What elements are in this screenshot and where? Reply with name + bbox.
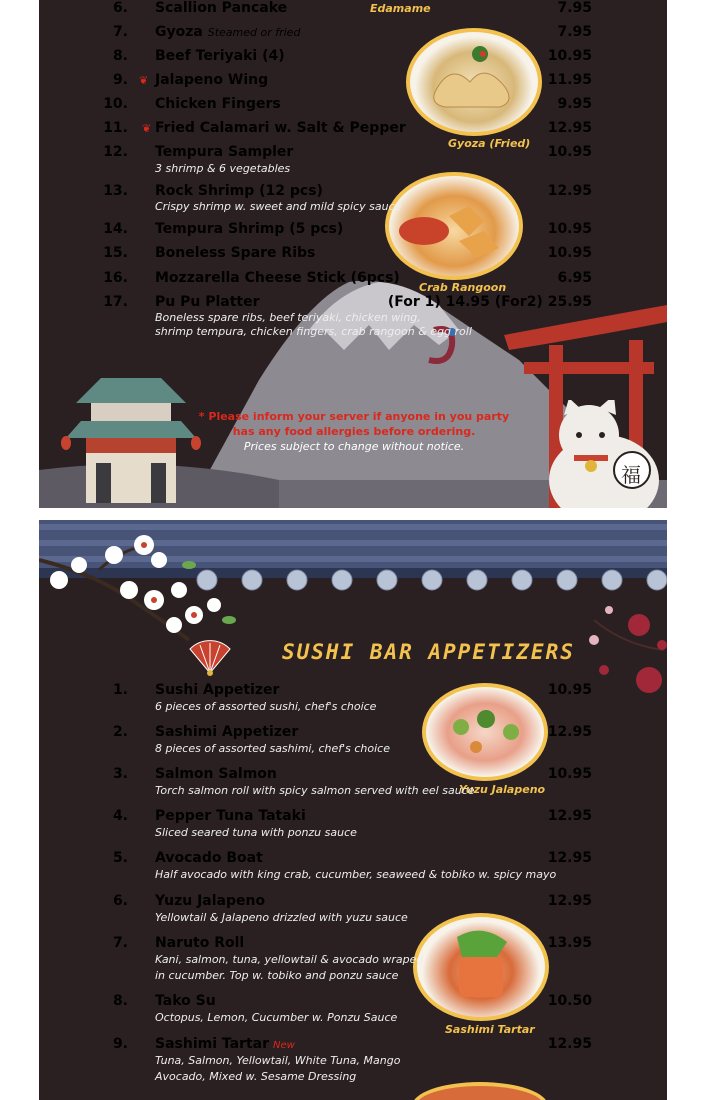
item-description: Crispy shrimp w. sweet and mild spicy sauce [155,200,402,213]
item-price: 9.95 [557,96,592,112]
item-number: 14. [103,221,128,237]
item-number: 7. [112,24,128,40]
item-name: Yuzu Jalapeno [155,893,266,909]
lucky-cat-icon [544,400,664,508]
item-name: Mozzarella Cheese Stick (6pcs) [155,270,400,286]
item-description: Sliced seared tuna with ponzu sauce [155,826,357,839]
item-price: 12.95 [547,808,592,824]
item-description: Half avocado with king crab, cucumber, seaweed & tobiko w. spicy mayo [155,868,557,881]
item-price: 6.95 [557,270,592,286]
allergy-line-1: * Please inform your server if anyone in you party [198,410,510,423]
item-name: Tempura Shrimp (5 pcs) [155,221,344,237]
item-description: Octopus, Lemon, Cucumber w. Ponzu Sauce [155,1011,398,1024]
item-description: shrimp tempura, chicken fingers, crab rangoon & egg roll [155,325,472,338]
item-number: 9. [112,72,128,88]
price-change-notice: Prices subject to change without notice. [243,440,465,453]
item-description: Boneless spare ribs, beef teriyaki, chicken wing, [155,311,421,324]
item-name: Sashimi Tartar New [155,1036,295,1052]
item-description: 6 pieces of assorted sushi, chef's choice [155,700,377,713]
item-number: 4. [112,808,128,824]
item-price: 10.95 [547,245,592,261]
item-description: Torch salmon roll with spicy salmon served with eel sauce [155,784,475,797]
item-name: Naruto Roll [155,935,245,951]
item-price: 10.95 [547,144,592,160]
item-name: Jalapeno Wing [155,72,269,88]
next-item-photo [412,1082,548,1100]
item-description: in cucumber. Top w. tobiko and ponzu sauce [155,969,399,982]
allergy-line-2: has any food allergies before ordering. [232,425,476,438]
item-number: 1. [112,682,128,698]
item-price: 11.95 [547,72,592,88]
item-description: Kani, salmon, tuna, yellowtail & avocado wraped [155,953,424,966]
item-price: 7.95 [557,0,592,16]
item-name: Pu Pu Platter [155,294,260,310]
item-name: Salmon Salmon [155,766,277,782]
item-number: 6. [112,0,128,16]
item-description: 8 pieces of assorted sashimi, chef's choice [155,742,390,755]
item-price: 12.95 [547,893,592,909]
lucky-cat-sign: 福 [621,463,641,487]
item-price: 13.95 [547,935,592,951]
item-price: 10.50 [547,993,592,1009]
item-number: 8. [112,48,128,64]
sushi-bar-appetizers-panel [39,520,667,1100]
item-number: 7. [112,935,128,951]
item-description: Avocado, Mixed w. Sesame Dressing [155,1070,357,1083]
item-price: 10.95 [547,766,592,782]
item-number: 11. [103,120,128,136]
item-price: 10.95 [547,221,592,237]
item-name: Sushi Appetizer [155,682,280,698]
item-name: Tempura Sampler [155,144,294,160]
allergy-notice [189,409,519,454]
item-price: 12.95 [547,850,592,866]
pagoda-icon [61,368,201,508]
item-number: 9. [112,1036,128,1052]
item-name: Rock Shrimp (12 pcs) [155,183,323,199]
item-name: Sashimi Appetizer [155,724,299,740]
item-name: Fried Calamari w. Salt & Pepper [155,120,406,136]
item-price: 12.95 [547,724,592,740]
item-name: Gyoza Steamed or fried [155,24,301,40]
item-number: 13. [103,183,128,199]
item-description: Tuna, Salmon, Yellowtail, White Tuna, Mango [155,1054,401,1067]
chili-pepper-icon: ❦ [139,74,149,87]
item-name: Pepper Tuna Tataki [155,808,306,824]
item-number: 2. [112,724,128,740]
item-number: 3. [112,766,128,782]
item-price: 12.95 [547,120,592,136]
item-price: (For 1) 14.95 (For2) 25.95 [387,294,592,310]
item-number: 15. [103,245,128,261]
item-name: Chicken Fingers [155,96,281,112]
item-name: Beef Teriyaki (4) [155,48,285,64]
item-price: 12.95 [547,1036,592,1052]
item-number: 10. [103,96,128,112]
cherry-blossom-icon [39,520,249,650]
item-description: Yellowtail & Jalapeno drizzled with yuzu sauce [155,911,408,924]
item-price: 10.95 [547,682,592,698]
item-price: 10.95 [547,48,592,64]
gyoza-caption: Gyoza (Fried) [448,137,531,150]
item-number: 8. [112,993,128,1009]
item-subtitle: Steamed or fried [207,26,301,39]
crab-rangoon-caption: Crab Rangoon [419,281,507,294]
item-number: 6. [112,893,128,909]
item-name: Boneless Spare Ribs [155,245,316,261]
item-number: 5. [112,850,128,866]
fan-icon [186,635,234,677]
item-price: 12.95 [547,183,592,199]
item-name: Avocado Boat [155,850,263,866]
item-name: Tako Su [155,993,216,1009]
item-name: Scallion Pancake [155,0,288,16]
edamame-caption: Edamame [370,2,431,15]
section-title: SUSHI BAR APPETIZERS [282,640,575,664]
crab-rangoon-photo [385,172,523,280]
yuzu-jalapeno-caption: Yuzu Jalapeno [459,783,546,796]
new-badge: New [273,1040,295,1051]
item-price: 7.95 [557,24,592,40]
item-number: 17. [103,294,128,310]
sashimi-tartar-caption: Sashimi Tartar [445,1023,535,1036]
appetizers-menu-panel [39,0,667,508]
item-number: 16. [103,270,128,286]
item-description: 3 shrimp & 6 vegetables [155,162,291,175]
item-number: 12. [103,144,128,160]
chili-pepper-icon: ❦ [142,122,152,135]
